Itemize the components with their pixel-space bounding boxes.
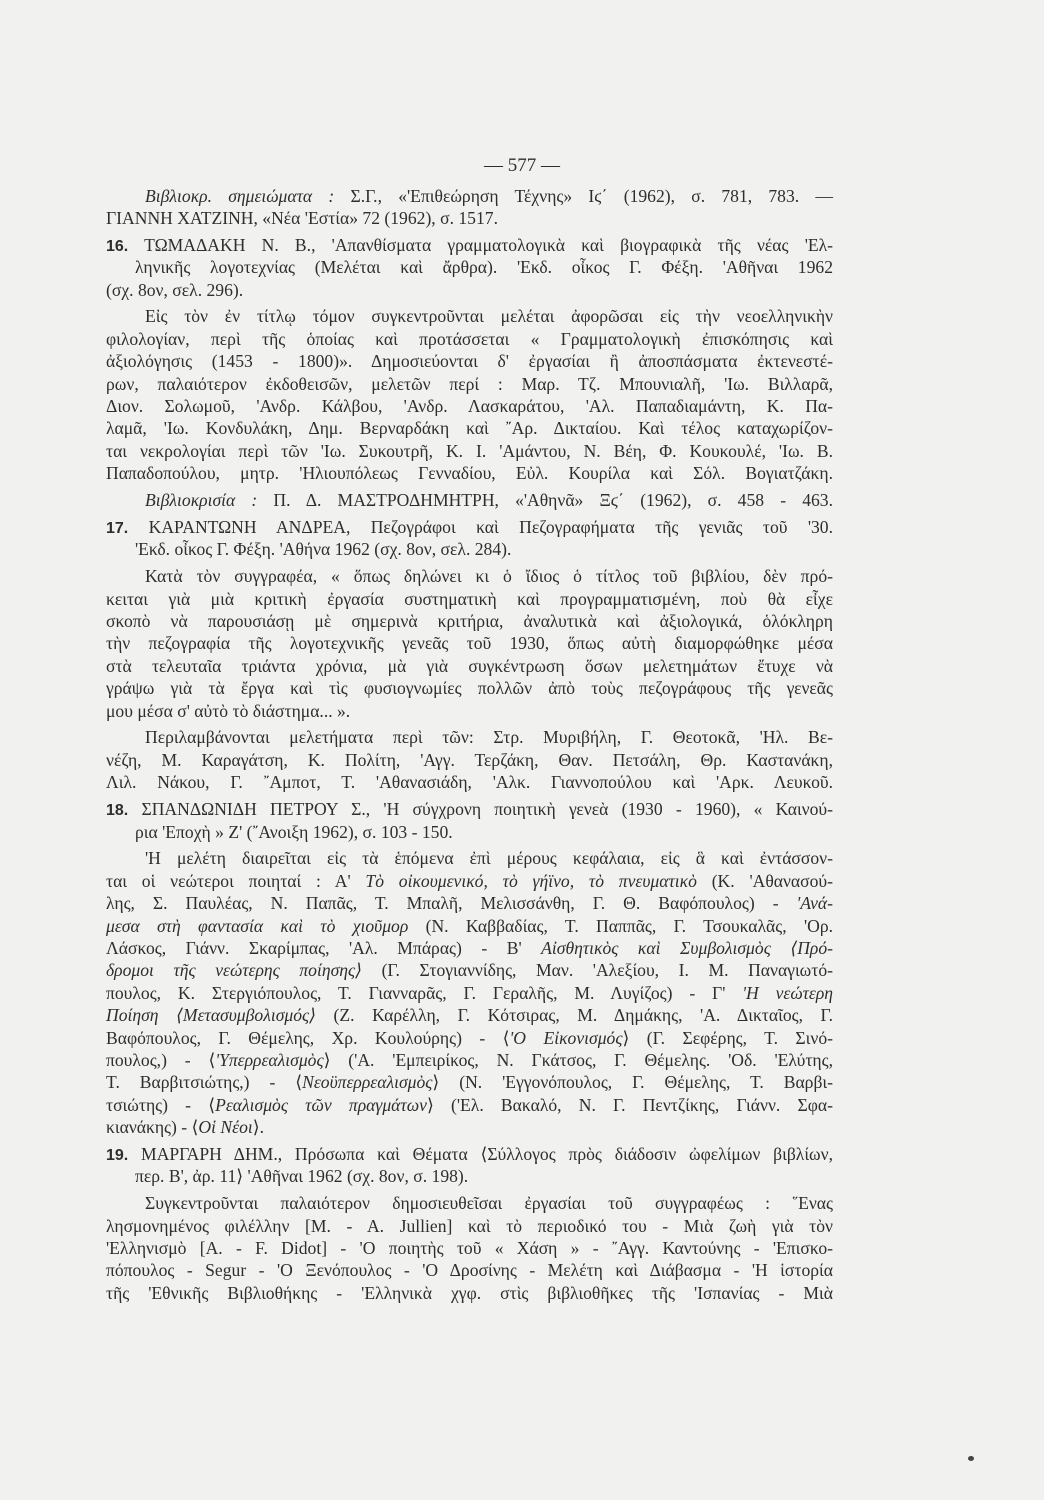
- italic-text: Τὸ οἰκουμενικό, τὸ γήϊνο, τὸ πνευματικὸ: [365, 870, 697, 891]
- text-segment: περ. Β', ἀρ. 11⟩ 'Αθῆναι 1962 (σχ. 8ον, σ. 198).: [135, 1166, 469, 1187]
- text-segment: τῆς 'Εθνικῆς Βιβλιοθήκης - 'Ελληνικὰ χγφ. στὶς βιβλιοθῆκες τῆς 'Ισπανίας - Μιὰ: [106, 1282, 833, 1303]
- text-segment: ΣΠΑΝΔΩΝΙΔΗ ΠΕΤΡΟΥ Σ., 'Η σύγχρονη ποιητικὴ γενεὰ (1930 - 1960), « Καινού-: [128, 799, 833, 820]
- text-line: [106, 1165, 833, 1187]
- text-line: [106, 373, 833, 395]
- text-segment: Διον. Σολωμοῦ, 'Ανδρ. Κάλβου, 'Ανδρ. Λασκαράτου, 'Αλ. Παπαδιαμάντη, Κ. Πα-: [106, 396, 833, 417]
- text-segment: Τ. Βαρβιτσιώτης,) - ⟨: [106, 1072, 303, 1093]
- text-segment: ⟩.: [252, 1117, 265, 1138]
- text-line: [106, 489, 833, 511]
- text-line: [106, 610, 833, 632]
- text-line: [106, 771, 833, 793]
- text-segment: 'Εκδ. οἶκος Γ. Φέξη. 'Αθήνα 1962 (σχ. 8ον, σελ. 284).: [135, 539, 512, 560]
- italic-text: Αἰσθητικὸς καὶ Συμβολισμὸς ⟨Πρό-: [541, 938, 833, 958]
- text-line: [106, 726, 833, 748]
- text-line: [106, 279, 833, 301]
- text-line: [106, 1143, 833, 1165]
- text-segment: Περιλαμβάνονται μελετήματα περὶ τῶν: Στρ. Μυριβήλη, Γ. Θεοτοκᾶ, 'Ηλ. Βε-: [145, 727, 833, 748]
- text-line: [106, 207, 833, 229]
- text-segment: κιανάκης) - ⟨: [106, 1117, 199, 1138]
- text-line: [106, 256, 833, 278]
- text-line: [106, 1094, 833, 1116]
- text-segment: πόπουλος - Segur - 'Ο Ξενόπουλος - 'Ο Δροσίνης - Μελέτη καὶ Διάβασμα - 'Η ἱστορία: [106, 1260, 833, 1281]
- text-segment: νέζη, Μ. Καραγάτση, Κ. Πολίτη, 'Αγγ. Τερζάκη, Θαν. Πετσάλη, Θρ. Καστανάκη,: [106, 749, 833, 770]
- text-segment: τσιώτης) - ⟨: [106, 1094, 216, 1115]
- text-segment: στὰ τελευταῖα τριάντα χρόνια, μὰ γιὰ συγκέντρωση ὅσων μελετημάτων ἔτυχε νὰ: [106, 655, 833, 676]
- entry-number: 16.: [106, 237, 129, 255]
- italic-text: Οἱ Νέοι: [198, 1117, 253, 1138]
- italic-text: μεσα στὴ φαντασία καὶ τὸ χιοῦμορ: [106, 915, 409, 936]
- text-line: [106, 395, 833, 417]
- text-segment: φιλολογίαν, περὶ τῆς ὁποίας καὶ προτάσσεται « Γραμματολογικὴ ἐπισκόπησις καὶ: [106, 328, 833, 349]
- text-segment: ρων, παλαιότερον ἐκδοθεισῶν, μελετῶν περί : Μαρ. Τζ. Μπουνιαλῆ, 'Ιω. Βιλλαρᾶ,: [106, 373, 833, 394]
- text-line: [106, 516, 833, 538]
- text-line: [106, 462, 833, 484]
- text-segment: (Ν. Καββαδίας, Τ. Παππᾶς, Γ. Τσουκαλᾶς, 'Ορ.: [408, 915, 834, 936]
- italic-text: 'Η νεώτερη: [742, 982, 833, 1003]
- italic-text: 'Ο Εἰκονισμός: [509, 1027, 623, 1048]
- text-segment: ΚΑΡΑΝΤΩΝΗ ΑΝΔΡΕΑ, Πεζογράφοι καὶ Πεζογραφήματα τῆς γενιᾶς τοῦ '30.: [128, 516, 833, 537]
- text-segment: πουλος, Κ. Στεργιόπουλος, Τ. Γιανναρᾶς, Γ. Γεραλῆς, Μ. Λυγίζος) - Γ': [106, 982, 743, 1003]
- text-line: [106, 892, 833, 914]
- text-line: [106, 417, 833, 439]
- text-line: [106, 565, 833, 587]
- text-segment: ΓΙΑΝΝΗ ΧΑΤΖΙΝΗ, «Νέα 'Εστία» 72 (1962), σ. 1517.: [106, 207, 498, 228]
- text-line: [106, 1116, 833, 1138]
- text-segment: Παπαδοπούλου, μητρ. 'Ηλιουπόλεως Γενναδίου, Εὐλ. Κουρίλα καὶ Σόλ. Βογιατζάκη.: [106, 463, 833, 484]
- text-segment: ληνικῆς λογοτεχνίας (Μελέται καὶ ἄρθρα). 'Εκδ. οἶκος Γ. Φέξη. 'Αθῆναι 1962: [135, 257, 833, 278]
- italic-text: 'Ανά-: [796, 893, 833, 914]
- text-segment: ⟩ ('Α. 'Εμπειρίκος, Ν. Γκάτσος, Γ. Θέμελης. 'Οδ. 'Ελύτης,: [323, 1049, 833, 1070]
- text-line: [106, 847, 833, 869]
- entry-number: 19.: [106, 1147, 129, 1165]
- text-segment: ⟩ (Ν. 'Εγγονόπουλος, Γ. Θέμελης, Τ. Βαρβι-: [432, 1072, 833, 1093]
- italic-text: δρομοι τῆς νεώτερης ποίησης⟩: [106, 960, 362, 981]
- text-line: [106, 1071, 833, 1093]
- text-segment: Σ.Γ., «'Επιθεώρηση Τέχνης» Ιϛ΄ (1962), σ. 781, 783. —: [334, 185, 833, 206]
- text-segment: σκοπὸ νὰ παρουσιάσῃ μὲ σημερινὰ κριτήρια, ἀναλυτικὰ καὶ ἀξιολογικά, ὁλόκληρη: [106, 611, 833, 632]
- text-segment: Βαφόπουλος, Γ. Θέμελης, Χρ. Κουλούρης) - ⟨: [106, 1027, 510, 1048]
- text-segment: λης, Σ. Παυλέας, Ν. Παπᾶς, Τ. Μπαλῆ, Μελισσάνθη, Γ. Θ. Βαφόπουλος) -: [106, 893, 797, 914]
- text-line: [106, 440, 833, 462]
- text-segment: λαμᾶ, 'Ιω. Κονδυλάκη, Δημ. Βερναρδάκη καὶ ῎Αρ. Δικταίου. Καὶ τέλος καταχωρίζον-: [106, 418, 833, 439]
- entry-number: 18.: [106, 802, 129, 820]
- text-line: [106, 588, 833, 610]
- text-segment: (Ζ. Καρέλλη, Γ. Κότσιρας, Μ. Δημάκης, 'Α. Δικταῖος, Γ.: [316, 1005, 833, 1026]
- text-line: [106, 1049, 833, 1071]
- text-segment: (σχ. 8ον, σελ. 296).: [106, 279, 244, 300]
- text-line: [106, 749, 833, 771]
- page-number: — 577 —: [484, 155, 560, 176]
- text-segment: ται νεκρολογίαι περὶ τῶν 'Ιω. Συκουτρῆ, Κ. Ι. 'Αμάντου, Ν. Βέη, Φ. Κουκουλέ, 'Ιω. Β.: [106, 440, 833, 461]
- text-line: [106, 1259, 833, 1281]
- italic-text: Νεοϋπερρεαλισμὸς: [302, 1072, 433, 1093]
- text-segment: ⟩ (Γ. Σεφέρης, Τ. Σινό-: [622, 1027, 833, 1048]
- text-line: [106, 538, 833, 560]
- text-segment: γράψω γιὰ τὰ ἔργα καὶ τὶς φυσιογνωμίες πολλῶν ἀπὸ τοὺς πεζογράφους τῆς γενεᾶς: [106, 678, 833, 699]
- text-line: [106, 982, 833, 1004]
- italic-text: Ρεαλισμὸς τῶν πραγμάτων: [215, 1094, 427, 1115]
- text-segment: Λάσκος, Γιάνν. Σκαρίμπας, 'Αλ. Μπάρας) - Β': [106, 938, 542, 958]
- text-segment: πουλος,) - ⟨: [106, 1049, 216, 1070]
- text-line: [106, 234, 833, 256]
- text-line: [106, 870, 833, 892]
- entry-number: 17.: [106, 519, 129, 537]
- text-segment: τὴν πεζογραφία τῆς λογοτεχνικῆς γενεᾶς τοῦ 1930, ὅπως αὐτὴ διαμορφώθηκε μέσα: [106, 633, 833, 654]
- text-segment: Λιλ. Νάκου, Γ. ῎Αμποτ, Τ. 'Αθανασιάδη, 'Αλκ. Γιαννοπούλου καὶ 'Αρκ. Λευκοῦ.: [106, 772, 833, 793]
- italic-text: Βιβλιοκρ. σημειώματα :: [145, 185, 335, 206]
- text-segment: Συγκεντροῦνται παλαιότερον δημοσιευθεῖσαι ἐργασίαι τοῦ συγγραφέως : ῞Ενας: [145, 1193, 833, 1214]
- text-segment: Π. Δ. ΜΑΣΤΡΟΔΗΜΗΤΡΗ, «'Αθηνᾶ» Ξϛ΄ (1962), σ. 458 - 463.: [257, 490, 833, 511]
- text-segment: 'Η μελέτη διαιρεῖται εἰς τὰ ἑπόμενα ἐπὶ μέρους κεφάλαια, εἰς ἃ καὶ ἐντάσσον-: [145, 848, 833, 869]
- text-line: [106, 305, 833, 327]
- text-line: [106, 1282, 833, 1304]
- text-line: [106, 1237, 833, 1259]
- text-segment: (Κ. 'Αθανασού-: [696, 870, 833, 891]
- text-line: [106, 1027, 833, 1049]
- text-line: [106, 798, 833, 820]
- text-segment: 'Ελληνισμὸ [Α. - F. Didot] - 'Ο ποιητὴς τοῦ « Χάση » - ῎Αγγ. Καντούνης - 'Επισκο-: [106, 1238, 833, 1259]
- text-line: [106, 959, 833, 981]
- text-line: [106, 937, 833, 959]
- text-segment: λησμονημένος φιλέλλην [Μ. - Α. Jullien] καὶ τὸ περιοδικό του - Μιὰ ζωὴ γιὰ τὸν: [106, 1215, 833, 1236]
- text-segment: ται οἱ νεώτεροι ποιηταί : Α': [106, 870, 366, 891]
- text-line: [106, 328, 833, 350]
- italic-text: Βιβλιοκρισία :: [145, 490, 258, 511]
- text-line: [106, 700, 833, 722]
- text-segment: κειται γιὰ μιὰ κριτικὴ ἐργασία συστηματικὴ καὶ προγραμματισμένη, ποὺ θὰ εἶχε: [106, 588, 833, 609]
- italic-text: 'Υπερρεαλισμὸς: [215, 1049, 324, 1070]
- text-line: [106, 185, 833, 207]
- text-line: [106, 677, 833, 699]
- text-segment: ⟩ ('Ελ. Βακαλό, Ν. Γ. Πεντζίκης, Γιάνν. Σφα-: [426, 1094, 833, 1115]
- text-line: [106, 350, 833, 372]
- text-line: [106, 821, 833, 843]
- text-segment: (Γ. Στογιαννίδης, Μαν. 'Αλεξίου, Ι. Μ. Παναγιωτό-: [362, 960, 833, 981]
- text-segment: ΤΩΜΑΔΑΚΗ Ν. Β., 'Απανθίσματα γραμματολογικὰ καὶ βιογραφικὰ τῆς νέας 'Ελ-: [128, 234, 833, 255]
- text-line: [106, 915, 833, 937]
- text-segment: Κατὰ τὸν συγγραφέα, « ὅπως δηλώνει κι ὁ ἴδιος ὁ τίτλος τοῦ βιβλίου, δὲν πρό-: [145, 566, 833, 587]
- text-segment: Εἰς τὸν ἐν τίτλῳ τόμον συγκεντροῦνται μελέται ἀφορῶσαι εἰς τὴν νεοελληνικὴν: [145, 306, 833, 327]
- text-line: [106, 1215, 833, 1237]
- scan-speck: [968, 1456, 974, 1461]
- text-line: [106, 1004, 833, 1026]
- document-body: [106, 180, 833, 1304]
- text-segment: ΜΑΡΓΑΡΗ ΔΗΜ., Πρόσωπα καὶ Θέματα ⟨Σύλλογος πρὸς διάδοσιν ὠφελίμων βιβλίων,: [128, 1144, 833, 1165]
- text-line: [106, 655, 833, 677]
- text-line: [106, 1192, 833, 1214]
- text-line: [106, 632, 833, 654]
- text-segment: μου μέσα σ' αὐτὸ τὸ διάστημα... ».: [106, 700, 351, 721]
- text-segment: ρια 'Εποχὴ » Ζ' (῎Ανοιξη 1962), σ. 103 - 150.: [135, 821, 453, 842]
- text-segment: ἀξιολόγησις (1453 - 1800)». Δημοσιεύονται δ' ἐργασίαι ἢ ἀποσπάσματα ἐκτενεστέ-: [106, 351, 833, 372]
- italic-text: Ποίηση ⟨Μετασυμβολισμός⟩: [106, 1005, 317, 1026]
